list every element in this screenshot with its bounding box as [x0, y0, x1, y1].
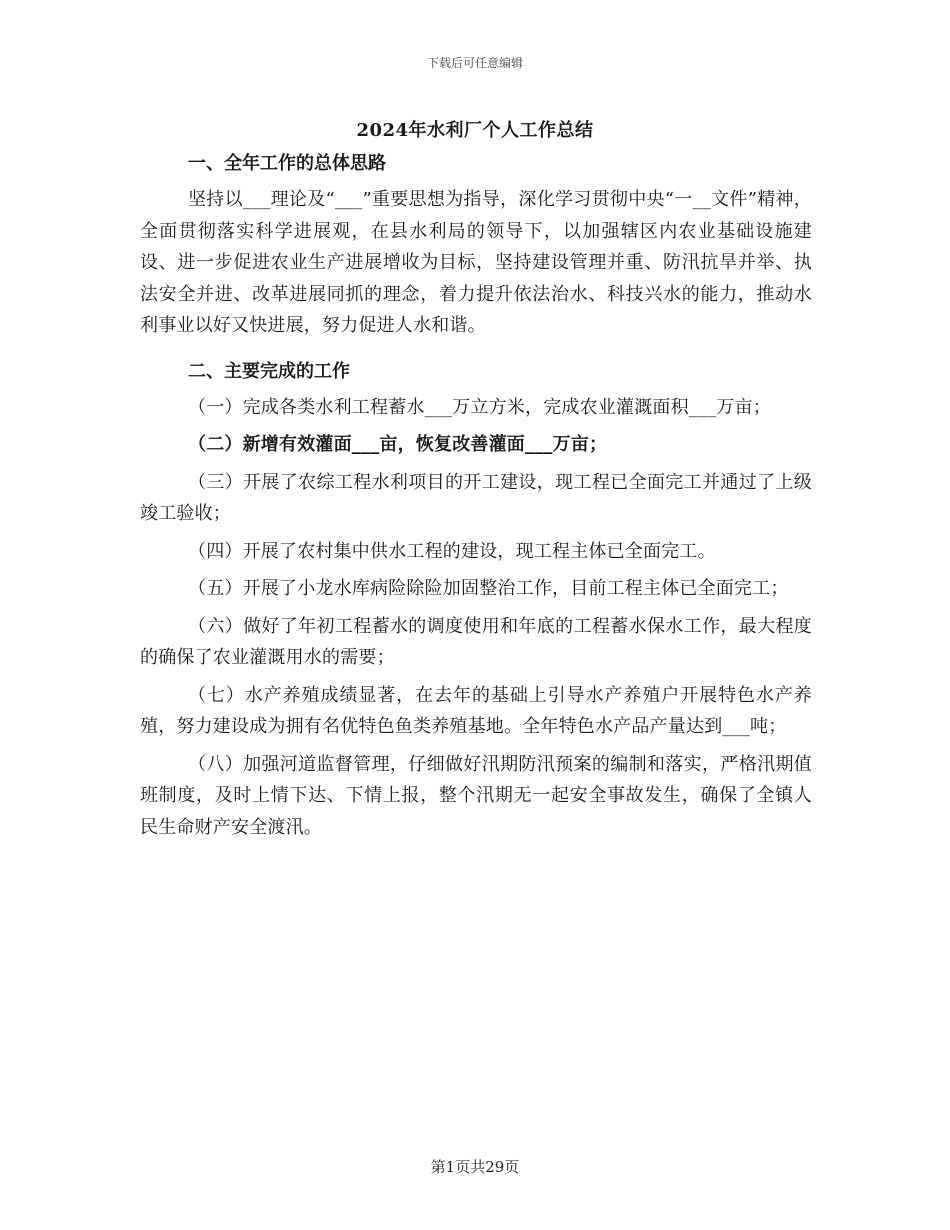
- paragraph-overall-approach: 坚持以___理论及“___”重要思想为指导，深化学习贯彻中央“一__文件”精神，全面贯彻落实科学进展观，在县水利局的领导下，以加强辖区内农业基础设施建设、进一步促进农业生产进展增收为目标，坚持建设管理并重、防汛抗旱并举、执法安全并进、改革进展同抓的理念，着力提升依法治水、科技兴水的能力，推动水利事业以好又快进展，努力促进人水和谐。: [140, 189, 812, 336]
- page-number-footer: 第1页共29页: [430, 1158, 520, 1176]
- work-item-3: （三）开展了农综工程水利项目的开工建设，现工程已全面完工并通过了上级竣工验收；: [140, 471, 812, 524]
- section-heading-overall-approach: 一、全年工作的总体思路: [188, 153, 386, 174]
- work-item-7: （七）水产养殖成绩显著，在去年的基础上引导水产养殖户开展特色水产养殖，努力建设成为拥有名优特色鱼类养殖基地。全年特色水产品产量达到___吨；: [140, 684, 812, 737]
- work-item-6: （六）做好了年初工程蓄水的调度使用和年底的工程蓄水保水工作，最大程度的确保了农业灌溉用水的需要；: [140, 615, 812, 668]
- work-item-2: （二）新增有效灌面___亩，恢复改善灌面___万亩；: [188, 434, 608, 455]
- section-heading-main-work: 二、主要完成的工作: [188, 360, 350, 382]
- document-body: [140, 148, 812, 849]
- work-item-4: （四）开展了农村集中供水工程的建设，现工程主体已全面完工。: [188, 540, 716, 562]
- document-title: 2024年水利厂个人工作总结: [356, 120, 594, 141]
- work-item-8: （八）加强河道监督管理，仔细做好汛期防汛预案的编制和落实，严格汛期值班制度，及时上情下达、下情上报，整个汛期无一起安全事故发生，确保了全镇人民生命财产安全渡汛。: [140, 753, 812, 838]
- work-item-5: （五）开展了小龙水库病险除险加固整治工作，目前工程主体已全面完工；: [188, 578, 789, 599]
- header-note: 下载后可任意编辑: [426, 56, 523, 70]
- work-item-1: （一）完成各类水利工程蓄水___万立方米，完成农业灌溉面积___万亩；: [188, 396, 771, 418]
